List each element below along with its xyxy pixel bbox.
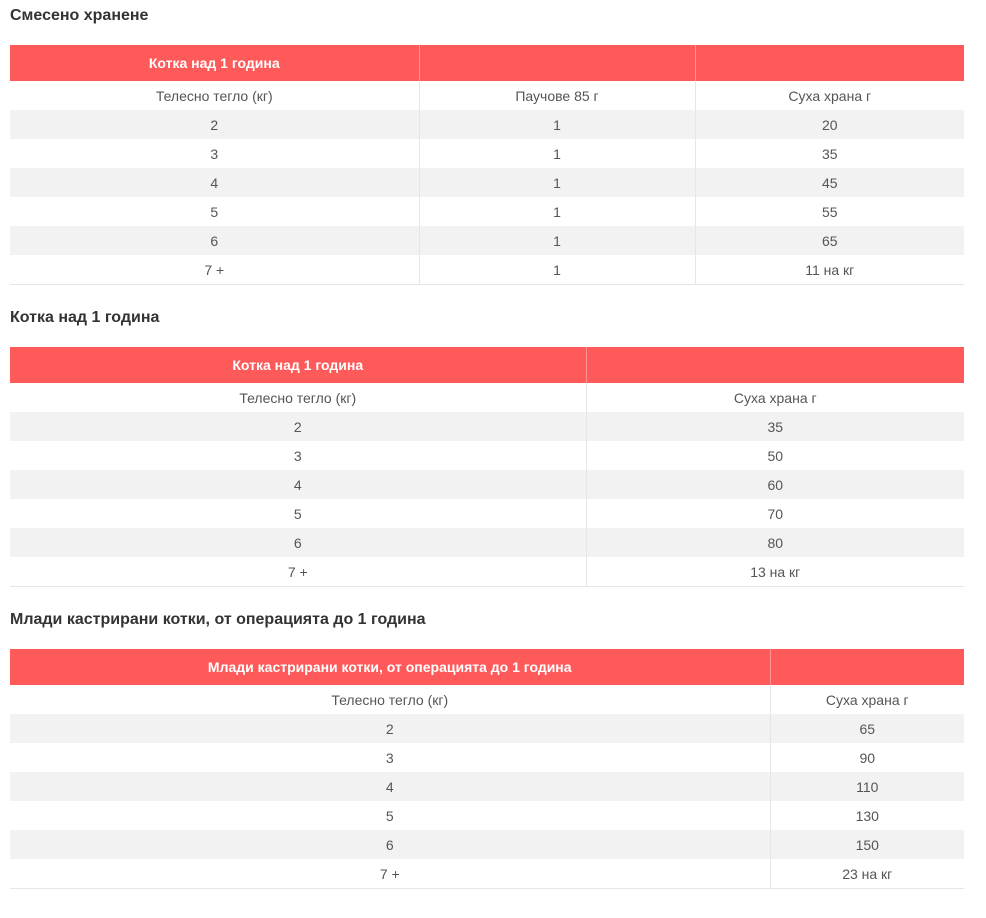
table-cell: 1 xyxy=(419,168,695,197)
table-cell: 65 xyxy=(695,226,964,255)
table-cell: 35 xyxy=(821,145,838,162)
table-header-cell: Млади кастрирани котки, от операцията до 1 година xyxy=(10,649,770,685)
column-labels-row xyxy=(10,685,964,714)
table-cell: 2 xyxy=(10,714,770,743)
section-title: Смесено хранене xyxy=(10,7,149,24)
table-cell: 50 xyxy=(767,447,784,464)
table-cell: 35 xyxy=(586,412,964,441)
section-title: Котка над 1 година xyxy=(10,309,160,326)
table-row xyxy=(10,830,964,859)
feeding-table xyxy=(10,347,964,587)
table-row xyxy=(10,528,964,557)
table-cell: 6 xyxy=(10,528,586,557)
table-cell: 3 xyxy=(10,441,586,470)
table-cell: 6 xyxy=(10,830,770,859)
table-cell: 1 xyxy=(419,255,695,285)
table-cell: 7 + xyxy=(10,557,586,587)
table-cell: 2 xyxy=(10,110,419,139)
table-row xyxy=(10,412,964,441)
table-row xyxy=(10,714,964,743)
table-header-row xyxy=(10,347,964,383)
table-cell: 4 xyxy=(10,772,770,801)
column-labels-row xyxy=(10,81,964,110)
table-cell: 55 xyxy=(821,203,838,220)
section-adult-cat xyxy=(10,308,964,580)
table-cell: 2 xyxy=(10,412,586,441)
table-cell: 5 xyxy=(10,801,770,830)
column-label: Суха храна г xyxy=(825,691,909,708)
table-cell: 70 xyxy=(767,505,784,522)
table-cell: 1 xyxy=(419,226,695,255)
table-cell: 80 xyxy=(586,528,964,557)
table-row xyxy=(10,441,964,470)
table-cell: 3 xyxy=(10,139,419,168)
table-cell: 4 xyxy=(10,168,419,197)
table-cell: 23 на кг xyxy=(770,859,964,889)
table-cell: 90 xyxy=(859,749,876,766)
table-header-cell xyxy=(695,45,964,81)
table-row xyxy=(10,470,964,499)
section-title: Млади кастрирани котки, от операцията до 1 година xyxy=(10,611,426,628)
table-cell: 13 на кг xyxy=(586,557,964,587)
table-row xyxy=(10,255,964,285)
table-row xyxy=(10,139,964,168)
table-cell: 7 + xyxy=(10,859,770,889)
feeding-table xyxy=(10,649,964,889)
table-header-cell xyxy=(419,45,695,81)
table-cell: 4 xyxy=(10,470,586,499)
table-header-cell xyxy=(586,347,964,383)
table-cell: 60 xyxy=(586,470,964,499)
table-cell: 20 xyxy=(695,110,964,139)
column-label: Суха храна г xyxy=(733,389,817,406)
table-cell: 1 xyxy=(419,139,695,168)
section-mixed-feeding xyxy=(10,6,964,278)
column-label: Паучове 85 г xyxy=(419,81,695,110)
column-label: Суха храна г xyxy=(788,87,872,104)
feeding-table xyxy=(10,45,964,285)
table-row xyxy=(10,859,964,889)
table-cell: 45 xyxy=(695,168,964,197)
table-cell: 1 xyxy=(419,197,695,226)
column-label: Телесно тегло (кг) xyxy=(10,81,419,110)
table-header-cell: Котка над 1 година xyxy=(10,45,419,81)
table-header-row xyxy=(10,45,964,81)
table-cell: 11 на кг xyxy=(695,255,964,285)
table-cell: 5 xyxy=(10,197,419,226)
table-cell: 3 xyxy=(10,743,770,772)
table-header-row xyxy=(10,649,964,685)
table-row xyxy=(10,557,964,587)
column-labels-row xyxy=(10,383,964,412)
table-cell: 5 xyxy=(10,499,586,528)
table-header-cell: Котка над 1 година xyxy=(10,347,586,383)
table-cell: 130 xyxy=(855,807,879,824)
table-row xyxy=(10,197,964,226)
table-cell: 7 + xyxy=(10,255,419,285)
table-row xyxy=(10,110,964,139)
column-label: Телесно тегло (кг) xyxy=(10,383,586,412)
section-young-neutered xyxy=(10,610,964,882)
table-cell: 6 xyxy=(10,226,419,255)
table-row xyxy=(10,226,964,255)
table-cell: 110 xyxy=(770,772,964,801)
table-header-cell xyxy=(770,649,964,685)
table-cell: 65 xyxy=(770,714,964,743)
table-row xyxy=(10,801,964,830)
column-label: Телесно тегло (кг) xyxy=(10,685,770,714)
table-row xyxy=(10,772,964,801)
table-row xyxy=(10,743,964,772)
table-row xyxy=(10,168,964,197)
table-cell: 1 xyxy=(419,110,695,139)
table-cell: 150 xyxy=(770,830,964,859)
table-row xyxy=(10,499,964,528)
